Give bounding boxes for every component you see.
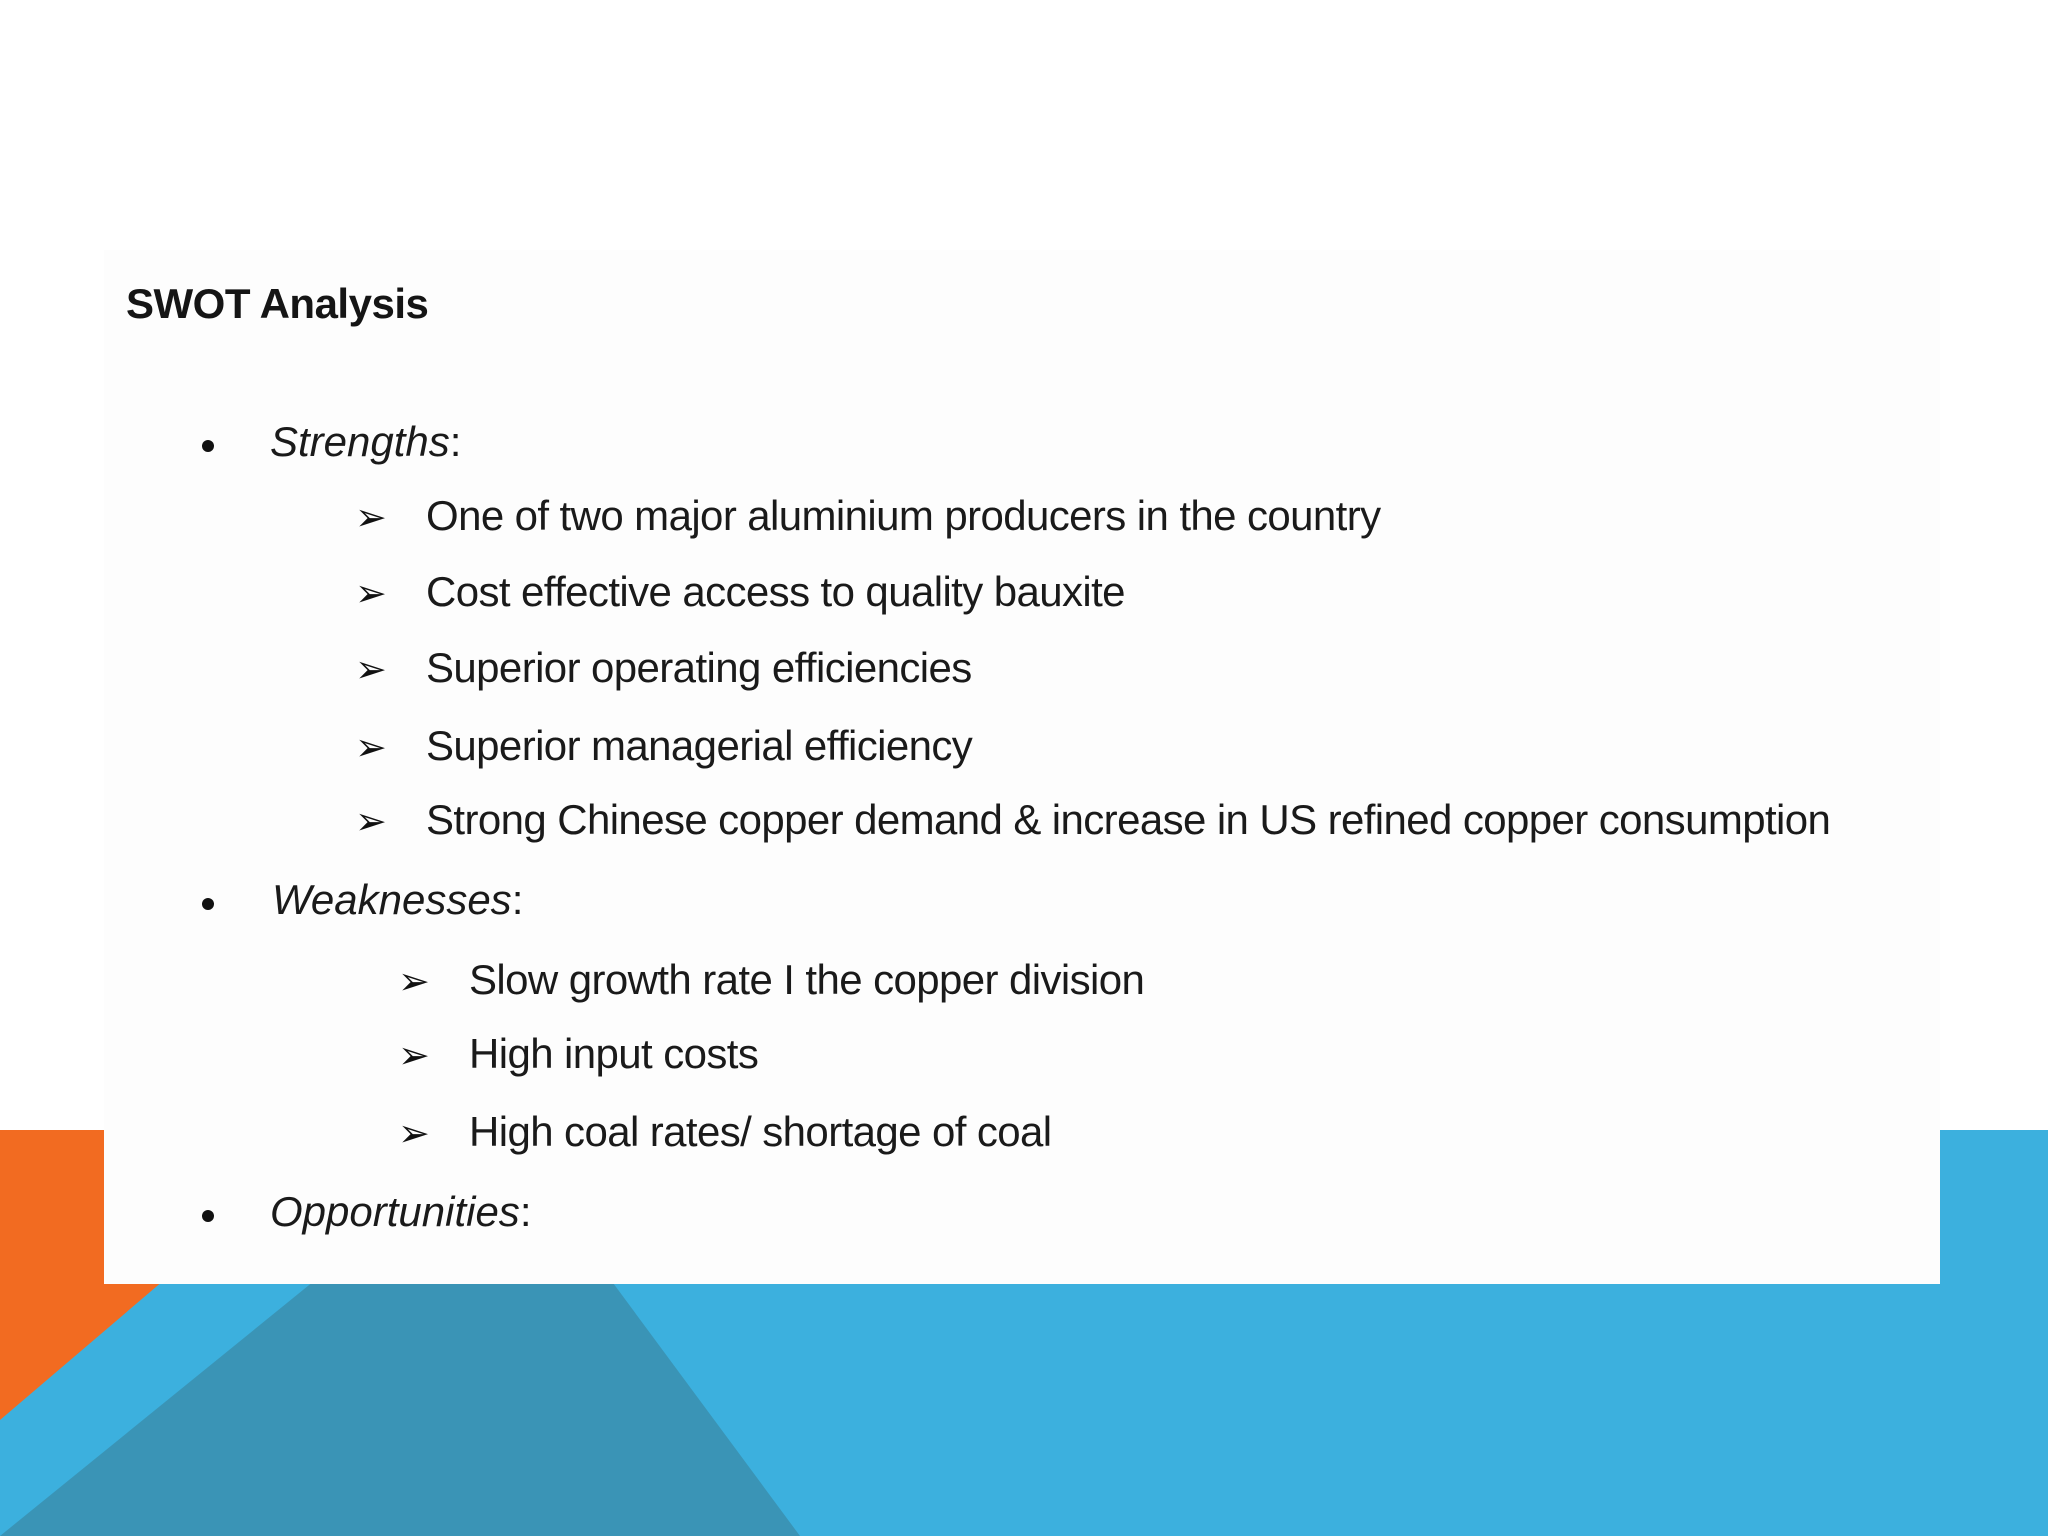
strength-item-2: Cost effective access to quality bauxite bbox=[426, 568, 1125, 615]
section-label-strengths bbox=[270, 418, 461, 466]
strength-item-3: Superior operating efficiencies bbox=[426, 644, 972, 691]
section-label-text: Opportunities bbox=[270, 1188, 520, 1235]
section-label-colon: : bbox=[449, 418, 462, 465]
arrowhead-bullet-icon: ➢ bbox=[355, 571, 387, 615]
arrowhead-bullet-icon: ➢ bbox=[355, 799, 387, 843]
weakness-item-3: High coal rates/ shortage of coal bbox=[469, 1108, 1052, 1155]
strength-item-4: Superior managerial efficiency bbox=[426, 722, 973, 769]
slide-heading: SWOT Analysis bbox=[126, 280, 429, 327]
section-label-opportunities bbox=[270, 1188, 531, 1236]
arrowhead-bullet-icon: ➢ bbox=[355, 495, 387, 539]
bullet-dot-icon bbox=[202, 1210, 214, 1222]
weakness-item-2: High input costs bbox=[469, 1030, 759, 1077]
arrowhead-bullet-icon: ➢ bbox=[355, 647, 387, 691]
arrowhead-bullet-icon: ➢ bbox=[355, 725, 387, 769]
section-label-text: Strengths bbox=[270, 418, 450, 465]
strength-item-5: Strong Chinese copper demand & increase in US refined copper consumption bbox=[426, 796, 1831, 843]
weakness-item-1: Slow growth rate I the copper division bbox=[469, 956, 1145, 1003]
bullet-dot-icon bbox=[202, 440, 214, 452]
section-label-colon: : bbox=[519, 1188, 532, 1235]
section-label-text: Weaknesses bbox=[272, 876, 512, 923]
arrowhead-bullet-icon: ➢ bbox=[398, 959, 430, 1003]
bullet-dot-icon bbox=[202, 898, 214, 910]
strength-item-1: One of two major aluminium producers in the country bbox=[426, 492, 1381, 539]
section-label-weaknesses bbox=[272, 876, 523, 924]
arrowhead-bullet-icon: ➢ bbox=[398, 1111, 430, 1155]
arrowhead-bullet-icon: ➢ bbox=[398, 1033, 430, 1077]
section-label-colon: : bbox=[511, 876, 524, 923]
